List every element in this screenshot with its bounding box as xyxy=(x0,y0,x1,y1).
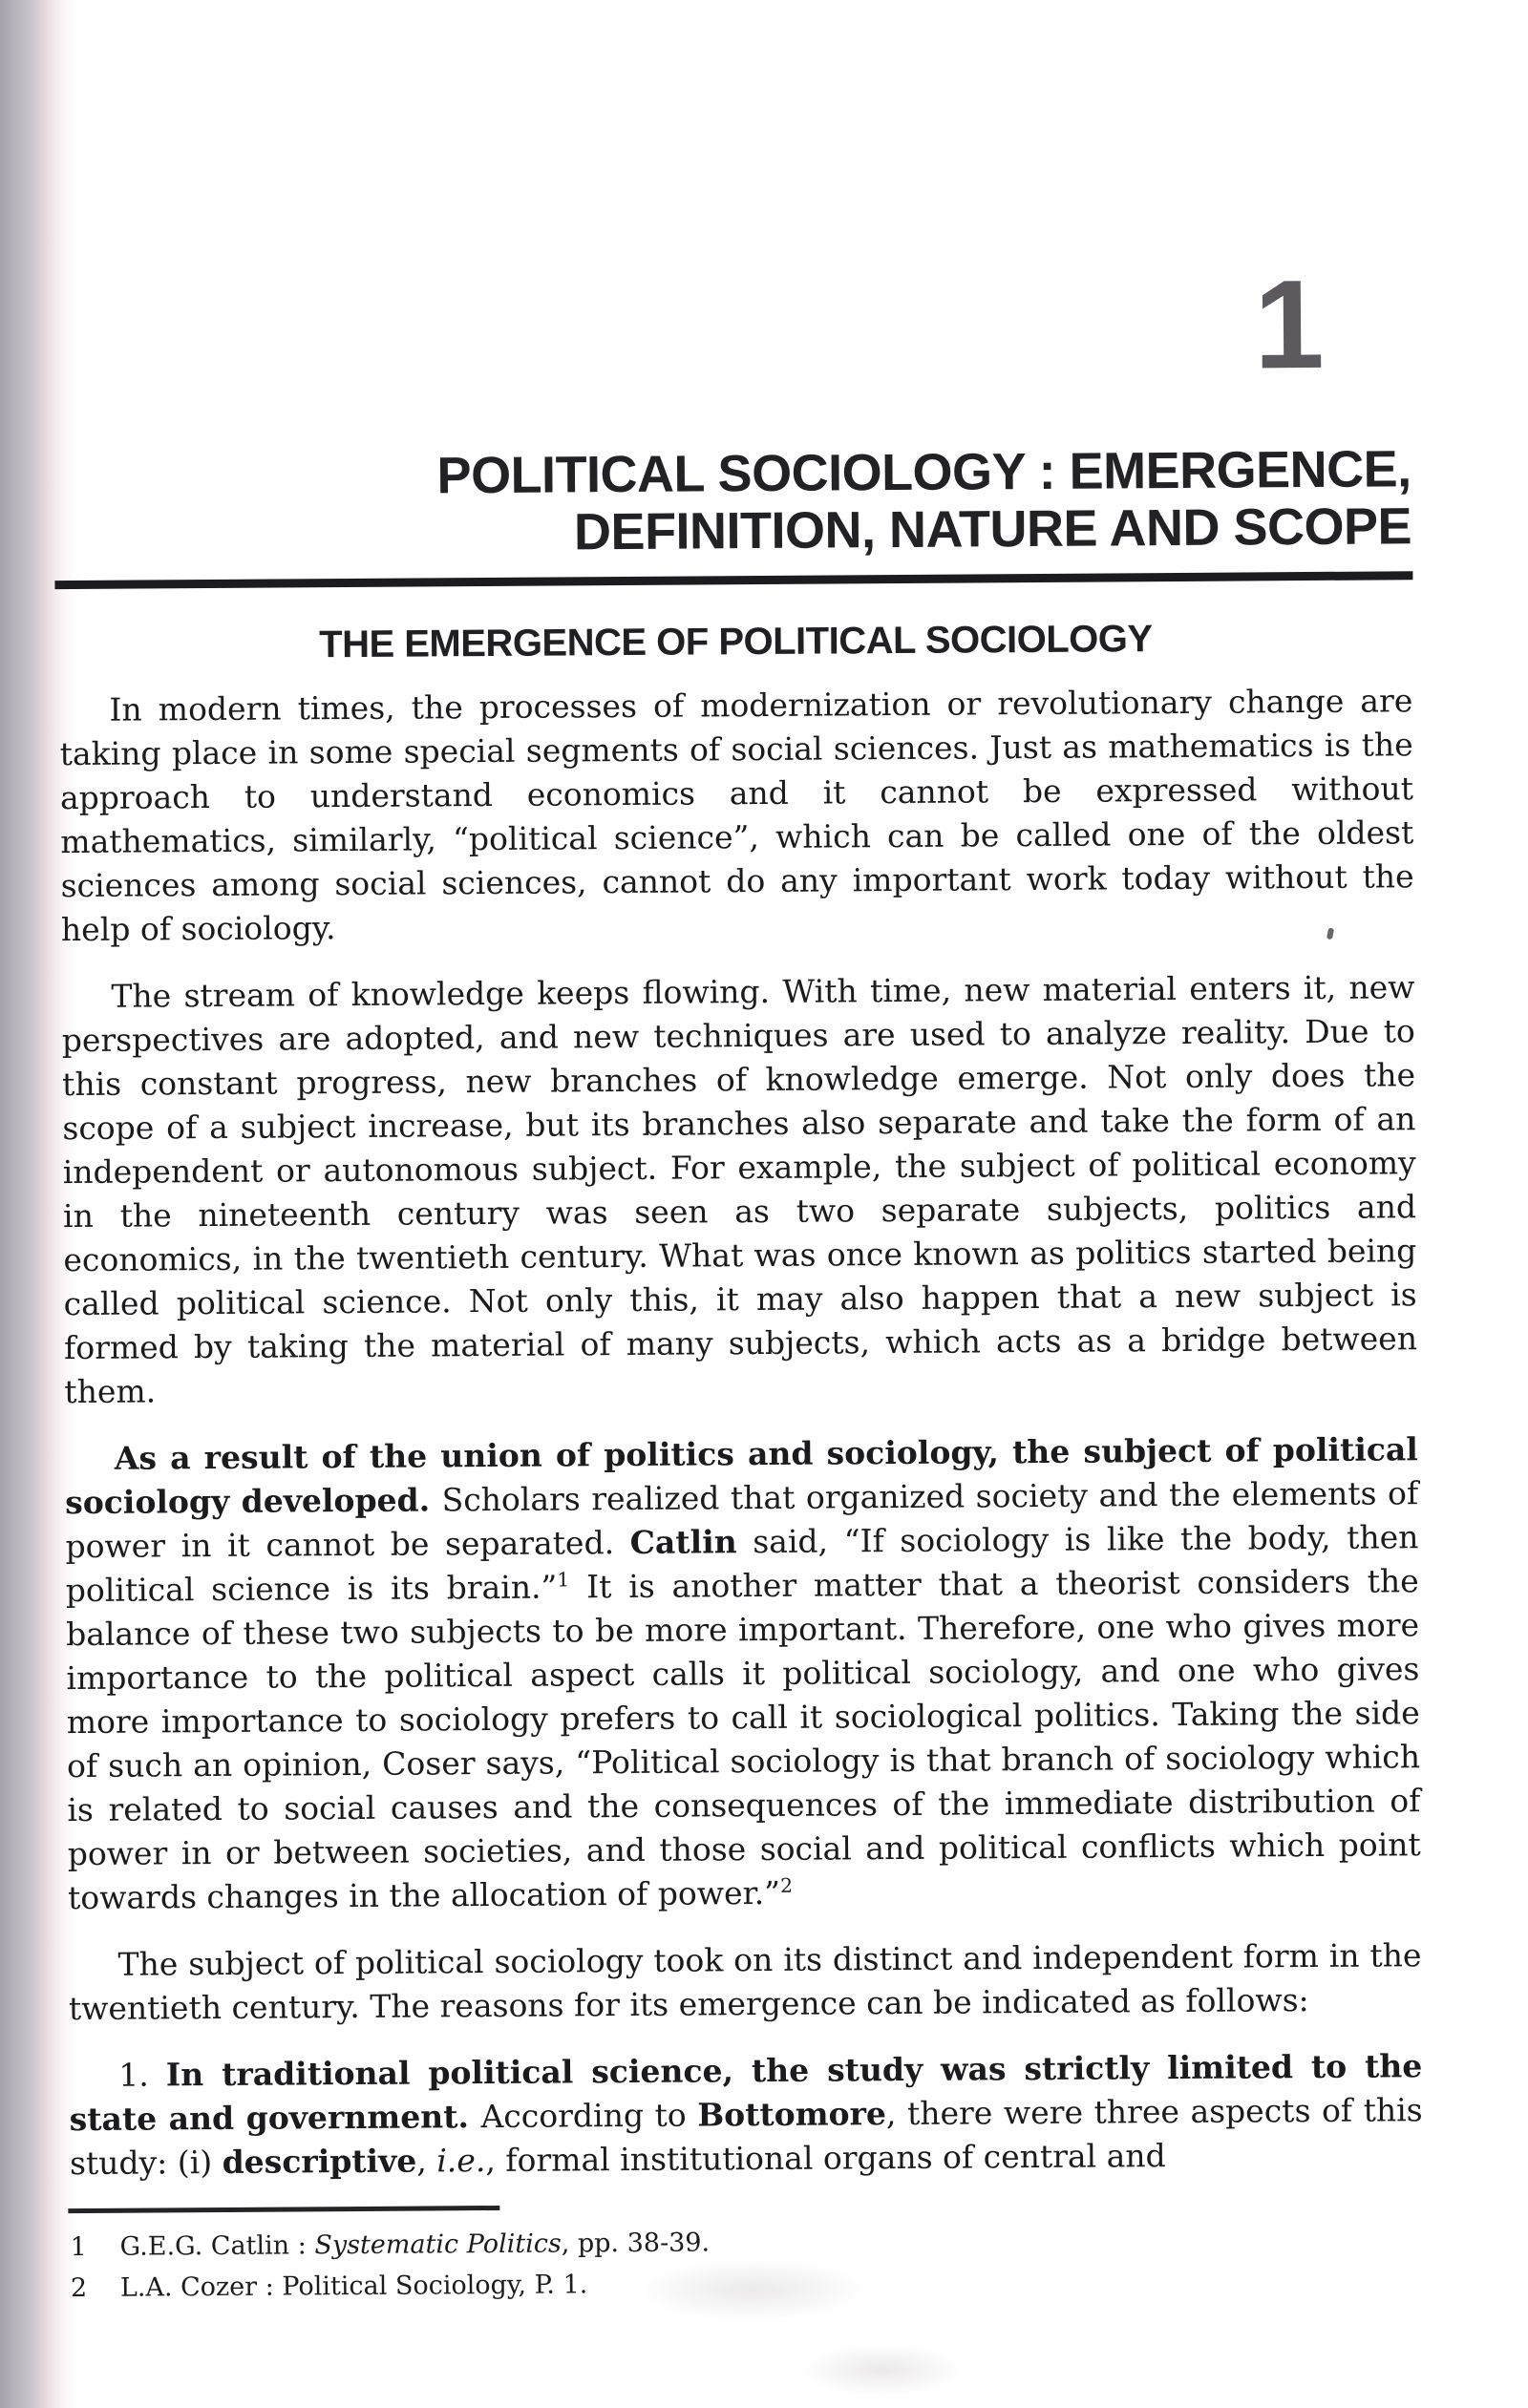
footnote-reference: 2 xyxy=(779,1873,794,1897)
text-run: Scholars realized that organized society and the elements of power in it cannot be separated. xyxy=(65,1474,1419,1566)
text-run: , xyxy=(416,2142,437,2180)
text-run: As a result of the union of politics and sociology, the subject of political sociology developed. xyxy=(65,1430,1418,1522)
text-run: , there were three aspects of this study: (i) xyxy=(69,2091,1423,2183)
paragraph xyxy=(69,2044,1423,2186)
footnote-number: 2 xyxy=(70,2272,88,2304)
text-run: In modern times, the processes of modernization or revolutionary change are taking place in some special segments of social sciences. Just as mathematics is the approach to understand economics and it cannot be expressed without mathematics, similarly, “political science”, which can be called one of the oldest sciences among social sciences, cannot do any important work today without the help of sociology. xyxy=(59,682,1414,949)
chapter-title xyxy=(0,439,1523,564)
text-run: Catlin xyxy=(629,1523,737,1561)
footnote-text xyxy=(120,2228,711,2261)
text-run: , pp. 38-39. xyxy=(561,2228,711,2259)
paragraph xyxy=(61,965,1417,1414)
text-run: The subject of political sociology took on its distinct and independent form in the twentieth century. The reasons for its emergence can be indicated as follows: xyxy=(68,1936,1422,2028)
text-run: Systematic Politics xyxy=(314,2228,562,2261)
text-run: G.E.G. Catlin : xyxy=(119,2230,315,2262)
text-run: Bottomore xyxy=(697,2095,887,2134)
chapter-number: 1 xyxy=(1253,253,1326,395)
section-heading: THE EMERGENCE OF POLITICAL SOCIOLOGY xyxy=(319,618,1153,666)
text-run: The stream of knowledge keeps flowing. With time, new material enters it, new perspectives are adopted, and new techniques are used to analyze reality. Due to this constant progress, new branches of knowledge emerge. Not only does the scope of a subject increase, but its branches also separate and take the form of an independent or autonomous subject. For example, the subject of political economy in the nineteenth century was seen as two separate subjects, politics and economics, in the twentieth century. What was once known as politics started being called political science. Not only this, it may also happen that a new subject is formed by taking the material of many subjects, which acts as a bridge between them. xyxy=(61,968,1418,1411)
text-run: It is another matter that a theorist considers the balance of these two subjects to be more important. Therefore, one who gives more importance to the political aspect calls it political sociology, and one who gives more importance to sociology prefers to call it sociological politics. Taking the side of such an opinion, Coser says, “Political sociology is that branch of sociology which is related to social causes and the consequences of the immediate distribution of power in or between societies, and those social and political conflicts which point towards changes in the allocation of power.” xyxy=(65,1562,1421,1917)
text-run: , formal institutional organs of central and xyxy=(485,2137,1166,2180)
text-run: L.A. Cozer : Political Sociology, P. 1. xyxy=(119,2270,588,2303)
title-divider-rule xyxy=(54,571,1412,589)
text-run: i.e. xyxy=(436,2142,486,2180)
paragraph xyxy=(59,679,1414,952)
footnote-text xyxy=(120,2270,588,2302)
paragraph xyxy=(68,1933,1422,2031)
scan-smudge xyxy=(800,2344,963,2397)
scan-smudge xyxy=(638,2258,867,2321)
text-run: descriptive xyxy=(222,2142,417,2181)
text-run: 1. xyxy=(118,2056,166,2094)
paragraph xyxy=(65,1427,1421,1920)
chapter-title-line-2: DEFINITION, NATURE AND SCOPE xyxy=(573,497,1412,561)
text-run: In traditional political science, the study was strictly limited to the state and government. xyxy=(69,2047,1423,2139)
text-run: According to xyxy=(480,2096,698,2136)
body-text xyxy=(59,679,1423,2186)
text-run: said, “If sociology is like the body, then political science is its brain.” xyxy=(65,1518,1419,1610)
footnote-separator-rule xyxy=(68,2206,499,2213)
chapter-title-line-1: POLITICAL SOCIOLOGY : EMERGENCE, xyxy=(436,440,1411,505)
footnote-reference: 1 xyxy=(557,1568,570,1592)
footnote-number: 1 xyxy=(70,2231,87,2263)
